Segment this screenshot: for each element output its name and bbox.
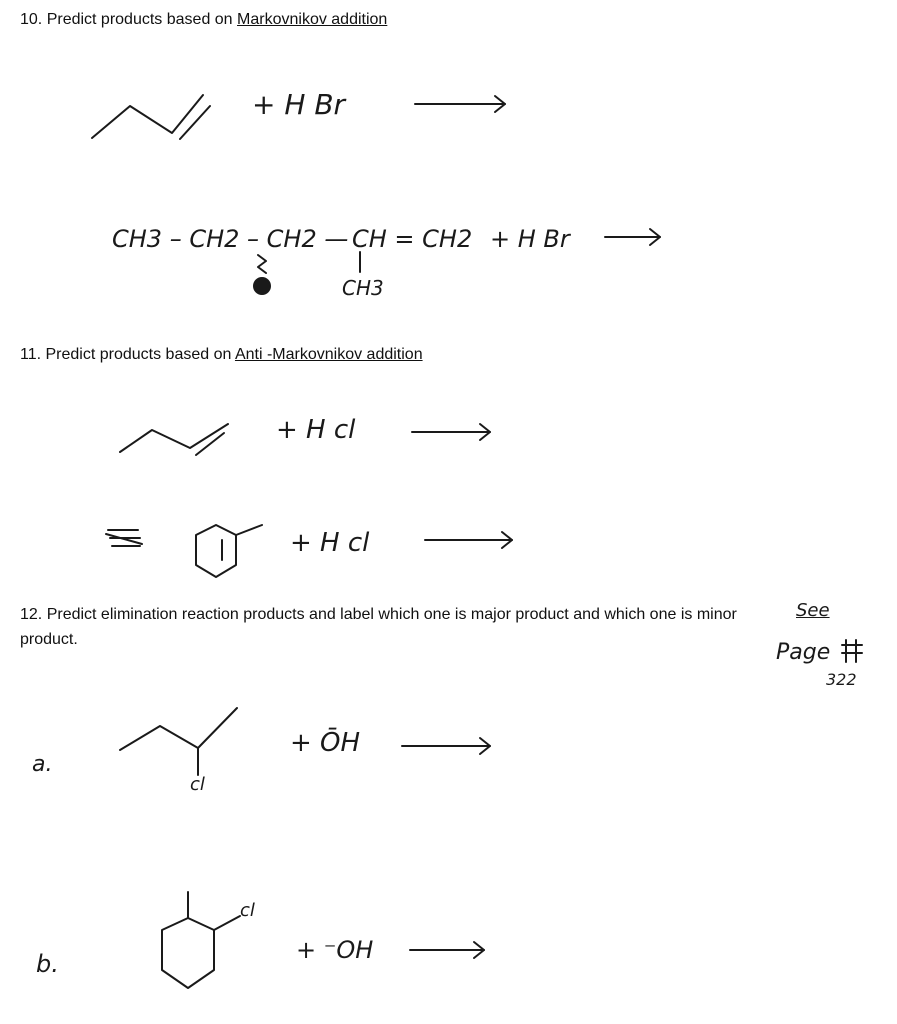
part-b-substituent: cl [240, 900, 255, 921]
question-12-title-line1: 12. Predict elimination reaction products and label which one is major product and which one is minor [20, 606, 737, 623]
question-10-underlined: Markovnikov addition [237, 11, 388, 28]
question-11-underlined: Anti -Markovnikov addition [234, 346, 423, 363]
q11-reaction2-reagent: + H cl [290, 528, 370, 558]
part-a-substituent: cl [190, 774, 205, 795]
note-see: See [796, 600, 830, 621]
part-b-reagent: + ⁻OH [296, 936, 374, 964]
q10-reaction2-alkene: CH = CH2 [352, 225, 473, 253]
note-page-number: 322 [826, 670, 857, 689]
q10-reaction1-reagent: + H Br [252, 88, 346, 121]
question-10-text: 10. Predict products based on [20, 11, 238, 28]
q10-reaction2-branch: CH3 [342, 276, 384, 300]
question-11-text: 11. Predict products based on [20, 346, 235, 363]
q10-reaction2-reagent: + H Br [490, 225, 570, 253]
part-a-label: a. [32, 752, 53, 777]
q10-reaction2-chain: CH3 – CH2 – CH2 — [112, 225, 349, 253]
question-12-title-line2: product. [20, 631, 78, 648]
note-page: Page [776, 640, 831, 665]
q11-reaction1-reagent: + H cl [276, 415, 356, 445]
part-a-reagent: + ŌH [290, 728, 361, 758]
part-b-label: b. [36, 950, 59, 978]
